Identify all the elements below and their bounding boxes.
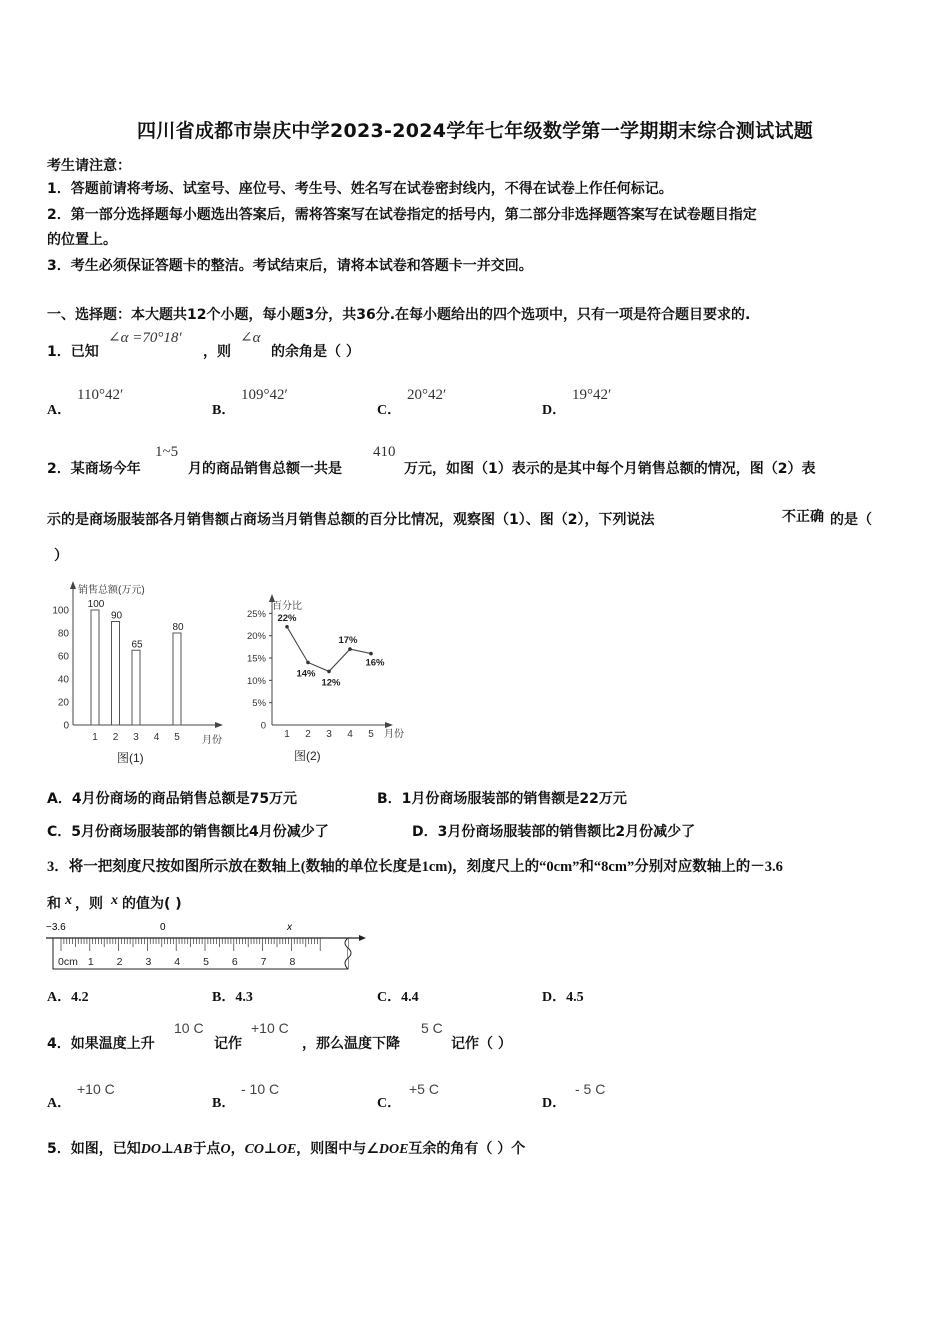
x-tick-label: 2 [112, 732, 119, 743]
q4-expr3: 5 C [421, 1020, 443, 1036]
q2-option-b[interactable]: B．1月份商场服装部的销售额是22万元 [377, 791, 627, 807]
x-axis-arrow [385, 722, 393, 728]
x-tick-label: 1 [284, 729, 290, 740]
bar-value-label: 65 [131, 639, 143, 651]
y-tick-label: 60 [57, 651, 69, 663]
q1-angle: ∠α [240, 330, 261, 346]
data-point [327, 670, 331, 674]
section-heading: 一、选择题：本大题共12个小题，每小题3分，共36分.在每小题给出的四个选项中，只有一项是符合题目要求的. [47, 307, 751, 323]
bar [91, 610, 99, 725]
ruler-number: 1 [87, 956, 94, 968]
ruler-number: 6 [231, 956, 238, 968]
ruler-number: 0cm [58, 956, 78, 968]
x-tick-label: 4 [347, 729, 353, 740]
data-point [348, 647, 352, 651]
notice-item: 1．答题前请将考场、试室号、座位号、考生号、姓名写在试卷密封线内，不得在试卷上作任何标记。 [47, 181, 673, 197]
q3-text: 3．将一把刻度尺按如图所示放在数轴上(数轴的单位长度是1cm)，刻度尺上的“0cm”和“8cm”分别对应数轴上的－3.6 [47, 859, 783, 875]
chart1-title: 销售总额(万元) [78, 585, 145, 596]
q2-text: 示的是商场服装部各月销售额占商场当月销售总额的百分比情况，观察图（1）、图（2），下列说法 [47, 512, 655, 528]
chart1-caption: 图(1) [117, 751, 144, 765]
chart2-caption: 图(2) [294, 749, 321, 763]
y-tick-label: 80 [57, 628, 69, 640]
data-point [285, 625, 289, 629]
q4-option-d[interactable]: - 5 C [575, 1081, 606, 1097]
axis-label-zero: 0 [160, 922, 166, 933]
ruler-number: 3 [145, 956, 152, 968]
q2-text: 2．某商场今年 [47, 461, 141, 477]
bar [173, 633, 181, 725]
q4-option-b[interactable]: - 10 C [241, 1081, 280, 1097]
point-value-label: 14% [296, 668, 316, 680]
point-value-label: 12% [321, 677, 341, 689]
q2-option-d[interactable]: D．3月份商场服装部的销售额比2月份减少了 [412, 824, 696, 840]
x-axis-arrow [215, 722, 223, 728]
x-tick-label: 5 [368, 729, 374, 740]
y-tick-label: 20 [57, 697, 69, 709]
bar-value-label: 100 [87, 599, 105, 610]
x-tick-label: 5 [174, 732, 180, 743]
ruler-number: 5 [203, 956, 209, 968]
axis-label-neg: −3.6 [46, 922, 66, 933]
q3-var-x: x [65, 893, 72, 908]
q2-text: 万元，如图（1）表示的是其中每个月销售总额的情况，图（2）表 [404, 461, 816, 477]
y-tick-label: 25% [246, 608, 266, 620]
notice-item: 的位置上。 [47, 232, 117, 248]
bar [132, 650, 140, 725]
q3-option-d[interactable]: D．4.5 [542, 990, 584, 1005]
q4-option-d-letter[interactable]: D． [542, 1096, 567, 1111]
q1-option-a-letter[interactable]: A． [47, 403, 72, 418]
bar-value-label: 80 [172, 622, 184, 633]
q4-mid2: ，那么温度下降 [302, 1036, 400, 1052]
number-axis-arrow [359, 935, 366, 941]
y-tick-label: 40 [57, 674, 69, 686]
ruler-break [345, 938, 351, 969]
q4-mid: 记作 [214, 1036, 242, 1052]
x-tick-label: 1 [92, 732, 98, 743]
point-value-label: 22% [277, 612, 297, 624]
ruler-diagram [43, 918, 368, 974]
notice-item: 2．第一部分选择题每小题选出答案后，需将答案写在试卷指定的括号内，第二部分非选择题答案写在试卷题目指定 [47, 207, 757, 223]
chart2-title: 百分比 [272, 601, 302, 612]
q4-suffix: 记作（ ） [451, 1036, 512, 1052]
q4-prefix: 4．如果温度上升 [47, 1036, 155, 1052]
q1-option-c[interactable]: 20°42′ [407, 387, 447, 403]
q3-text: ，则 [75, 896, 103, 912]
bar-value-label: 90 [110, 610, 123, 622]
ruler-number: 7 [260, 956, 267, 968]
data-point [369, 652, 373, 656]
y-tick-label: 5% [252, 698, 266, 710]
x-tick-label: 4 [153, 732, 160, 743]
ruler-number: 4 [174, 956, 181, 968]
chart1-xlabel: 月份 [202, 735, 222, 746]
ruler-number: 8 [289, 956, 296, 968]
q2-text: ） [54, 548, 68, 564]
q2-text: 的是（ [830, 512, 872, 528]
q4-option-c[interactable]: +5 C [409, 1081, 439, 1097]
y-tick-label: 0 [260, 720, 266, 732]
q4-expr1: 10 C [174, 1020, 204, 1036]
q1-suffix: 的余角是（ ） [271, 344, 360, 360]
y-tick-label: 0 [63, 720, 69, 732]
q4-expr2: +10 C [251, 1020, 289, 1036]
bar [112, 622, 120, 726]
page-title: 四川省成都市崇庆中学2023-2024学年七年级数学第一学期期末综合测试试题 [136, 120, 814, 142]
q3-option-c[interactable]: C．4.4 [377, 990, 419, 1005]
q2-option-c[interactable]: C．5月份商场服装部的销售额比4月份减少了 [47, 824, 329, 840]
q1-option-b[interactable]: 109°42′ [241, 387, 288, 403]
q1-option-a[interactable]: 110°42′ [77, 387, 124, 403]
y-tick-label: 15% [246, 653, 266, 665]
q2-emphasis: 不正确 [782, 509, 824, 525]
y-tick-label: 10% [246, 675, 266, 687]
data-point [306, 661, 310, 665]
q3-option-b[interactable]: B．4.3 [212, 990, 253, 1005]
x-tick-label: 3 [133, 732, 139, 743]
bar-chart-sales [45, 575, 245, 770]
y-tick-label: 20% [246, 631, 266, 643]
q2-months: 1~5 [155, 444, 179, 460]
notice-item: 3．考生必须保证答题卡的整洁。考试结束后，请将本试卷和答题卡一并交回。 [47, 258, 533, 274]
chart2-xlabel: 月份 [384, 729, 404, 740]
point-value-label: 17% [338, 635, 358, 647]
q1-prefix: 1．已知 [47, 344, 99, 360]
q1-option-c-letter[interactable]: C． [377, 403, 402, 418]
q3-option-a[interactable]: A．4.2 [47, 990, 89, 1005]
x-tick-label: 2 [305, 729, 311, 740]
q3-text: 和 [47, 896, 61, 912]
q1-mid: ，则 [203, 344, 231, 360]
q1-option-b-letter[interactable]: B． [212, 403, 236, 418]
axis-label-x: x [287, 922, 292, 933]
series-line [287, 627, 371, 672]
y-axis-arrow [70, 581, 76, 589]
q2-total: 410 [373, 444, 396, 460]
q1-option-d[interactable]: 19°42′ [572, 387, 612, 403]
notice-heading: 考生请注意： [47, 158, 131, 174]
q4-option-a[interactable]: +10 C [77, 1081, 115, 1097]
q3-text: 的值为( ) [122, 896, 182, 912]
q1-angle-expr: ∠α =70°18′ [108, 330, 182, 346]
q3-var-x: x [111, 893, 118, 908]
q5-question: 5．如图，已知DO⊥AB于点O，CO⊥OE，则图中与∠DOE互余的角有（ ）个 [47, 1141, 526, 1157]
x-tick-label: 3 [326, 729, 332, 740]
q4-option-a-letter[interactable]: A． [47, 1096, 72, 1111]
q2-option-a[interactable]: A．4月份商场的商品销售总额是75万元 [47, 791, 298, 807]
q2-text: 月的商品销售总额一共是 [188, 461, 342, 477]
q4-option-c-letter[interactable]: C． [377, 1096, 402, 1111]
ruler-body [53, 938, 348, 969]
ruler-number: 2 [116, 956, 123, 968]
q4-option-b-letter[interactable]: B． [212, 1096, 236, 1111]
line-chart-percent [232, 590, 417, 770]
y-tick-label: 100 [52, 605, 69, 617]
point-value-label: 16% [365, 657, 385, 669]
q1-option-d-letter[interactable]: D． [542, 403, 567, 418]
